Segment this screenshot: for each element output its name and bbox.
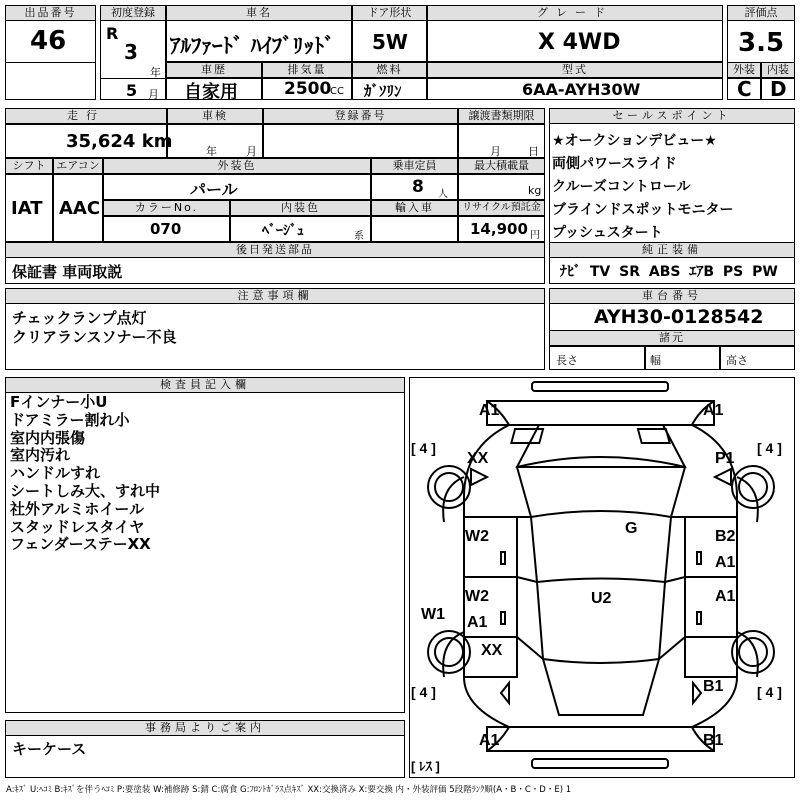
int-label: 内装	[761, 62, 795, 78]
equipment-item: PW	[752, 264, 778, 280]
damage-mark: A1	[715, 554, 736, 571]
rear-bumper-outline	[532, 759, 668, 768]
sales-item: クルーズコントロール	[552, 179, 691, 195]
score: 3.5	[738, 28, 785, 58]
import-cell	[371, 216, 458, 242]
sales-item: ★オークションデビュー★	[552, 133, 717, 149]
office-text: キーケース	[12, 740, 87, 758]
tire-lr-label: [ 4 ]	[411, 684, 436, 700]
first-reg-label: 初度登録	[100, 5, 166, 21]
door-type: 5W	[372, 30, 408, 54]
inspector-line: ドアミラー割れ小	[10, 410, 130, 429]
model-label: 型式	[427, 62, 723, 78]
front-bumper-outline	[532, 382, 668, 391]
era: R	[106, 24, 119, 43]
lot-label: 出品番号	[5, 5, 96, 21]
equipment-item: SR	[619, 264, 641, 280]
height-label: 高さ	[726, 354, 748, 367]
mileage-label: 走行	[5, 108, 167, 124]
shift: IAT	[11, 198, 43, 219]
reg-month: 5	[126, 81, 138, 100]
damage-mark: P1	[715, 450, 735, 467]
recycle: 14,900	[470, 220, 528, 238]
sales-item: ブラインドスポットモニター	[552, 202, 734, 218]
int-grade: D	[770, 77, 787, 101]
fuel-label: 燃料	[352, 62, 427, 78]
damage-mark: A1	[467, 614, 488, 631]
damage-mark: W2	[465, 528, 489, 545]
specs-label: 諸元	[549, 330, 795, 346]
tire-lf-label: [ 4 ]	[411, 440, 436, 456]
later-parts-label: 後日発送部品	[5, 242, 545, 258]
transfer-day: 日	[528, 145, 539, 158]
recycle-label: リサイクル預託金	[458, 200, 545, 216]
car-name-label: 車名	[166, 5, 352, 21]
door-label: ドア形状	[352, 5, 427, 21]
month-unit: 月	[148, 88, 159, 101]
ext-color: パール	[190, 180, 238, 199]
inspector-line: ハンドルすれ	[10, 464, 101, 483]
int-color-label: 内装色	[230, 200, 371, 216]
ac: AAC	[59, 198, 101, 219]
damage-mark: U2	[591, 590, 612, 607]
score-label: 評価点	[727, 5, 795, 21]
inspector-line: シートしみ大、すれ中	[10, 481, 161, 500]
car-name: ｱﾙﾌｧｰﾄﾞ ﾊｲﾌﾞﾘｯﾄﾞ	[170, 34, 335, 58]
damage-mark: B1	[703, 732, 724, 749]
width-label: 幅	[650, 354, 661, 367]
capacity-unit: 人	[438, 189, 448, 200]
tire-rr-label: [ 4 ]	[757, 684, 782, 700]
sales-item: 両側パワースライド	[552, 156, 677, 172]
equipment-item: ﾅﾋﾞ	[560, 264, 581, 280]
int-color: ﾍﾞｰｼﾞｭ	[262, 223, 304, 239]
inspector-line: スタッドレスタイヤ	[10, 517, 145, 536]
capacity: 8	[412, 177, 424, 197]
history: 自家用	[184, 82, 238, 103]
equipment-item: TV	[589, 264, 611, 280]
inspector-line: Fインナー小U	[10, 393, 108, 411]
damage-mark: XX	[481, 642, 503, 659]
damage-mark: A1	[479, 402, 500, 419]
sales-item: プッシュスタート	[552, 225, 663, 241]
spare-tire-label: [ ﾚｽ ]	[411, 759, 440, 774]
office-label: 事務局よりご案内	[5, 720, 405, 736]
notes-list	[12, 309, 177, 347]
ext-label: 外装	[727, 62, 761, 78]
damage-mark: G	[625, 520, 638, 537]
transfer-label: 譲渡書類期限	[458, 108, 545, 124]
inspector-label: 検査員記入欄	[5, 377, 405, 393]
capacity-label: 乗車定員	[371, 158, 458, 174]
ac-label: エアコン	[53, 158, 103, 174]
history-label: 車歴	[166, 62, 262, 78]
sales-list	[552, 130, 733, 245]
note-line: クリアランスソナー不良	[12, 328, 177, 346]
ext-grade: C	[737, 77, 752, 101]
notes-label: 注意事項欄	[5, 288, 545, 304]
lot-number: 46	[30, 26, 67, 56]
grade: X 4WD	[538, 30, 621, 55]
damage-mark: XX	[467, 450, 489, 467]
color-no: 070	[150, 220, 182, 238]
displacement-label: 排気量	[262, 62, 352, 78]
inspection-month: 月	[246, 145, 257, 158]
displacement: 2500	[284, 79, 332, 99]
maxload-label: 最大積載量	[458, 158, 545, 174]
inspector-line: 社外アルミホイール	[10, 499, 145, 518]
equipment-item: PS	[722, 264, 744, 280]
inspector-line: フェンダーステーXX	[10, 535, 151, 554]
note-line: チェックランプ点灯	[12, 309, 147, 327]
inspector-list	[10, 394, 160, 554]
import-label: 輸入車	[371, 200, 458, 216]
inspector-line: 室内汚れ	[10, 446, 71, 465]
length-label: 長さ	[556, 354, 578, 367]
damage-mark: B2	[715, 528, 736, 545]
equipment-item: ｴｱB	[689, 264, 715, 280]
shift-label: シフト	[5, 158, 53, 174]
chassis-label: 車台番号	[549, 288, 795, 304]
maxload-unit: kg	[528, 184, 542, 197]
inspection-label: 車検	[167, 108, 263, 124]
year-unit: 年	[150, 66, 161, 79]
inspector-line: 室内内張傷	[10, 428, 86, 447]
color-no-label: カラーNo.	[103, 200, 230, 216]
model: 6AA-AYH30W	[522, 80, 641, 99]
grade-label: グレード	[427, 5, 723, 21]
chassis-number: AYH30-0128542	[594, 306, 764, 328]
damage-mark: A1	[703, 402, 724, 419]
ext-color-label: 外装色	[103, 158, 371, 174]
lot-divider	[5, 62, 96, 100]
sales-label: セールスポイント	[549, 108, 795, 124]
equipment-label: 純正装備	[549, 242, 795, 258]
mileage: 35,624 km	[66, 131, 173, 152]
reg-no-label: 登録番号	[263, 108, 458, 124]
inspection-year: 年	[206, 145, 217, 158]
damage-mark: A1	[479, 732, 500, 749]
damage-mark: W2	[465, 588, 489, 605]
reg-no-cell	[263, 124, 458, 158]
later-parts: 保証書 車両取説	[12, 263, 123, 281]
equipment-item: ABS	[648, 264, 681, 280]
damage-mark: W1	[421, 606, 445, 623]
transfer-month: 月	[490, 145, 501, 158]
int-color-unit: 系	[354, 231, 364, 242]
legend: A:ｷｽﾞ U:ﾍｺﾐ B:ｷｽﾞを伴うﾍｺﾐ P:要塗装 W:補修跡 S:錆 C:腐食 G:ﾌﾛﾝﾄｶﾞﾗｽ点ｷｽﾞ XX:交換済み X:要交換 内・外装評価 5段階ﾗﾝｸ順(A・B・C・D・E) 1	[6, 785, 572, 795]
damage-mark: A1	[715, 588, 736, 605]
reg-year: 3	[124, 40, 138, 64]
cc-unit: CC	[330, 86, 344, 97]
recycle-unit: 円	[530, 230, 540, 241]
tire-rf-label: [ 4 ]	[757, 440, 782, 456]
equipment-list	[560, 261, 778, 281]
car-diagram	[409, 377, 795, 778]
damage-mark: B1	[703, 678, 724, 695]
fuel: ｶﾞｿﾘﾝ	[364, 82, 402, 100]
